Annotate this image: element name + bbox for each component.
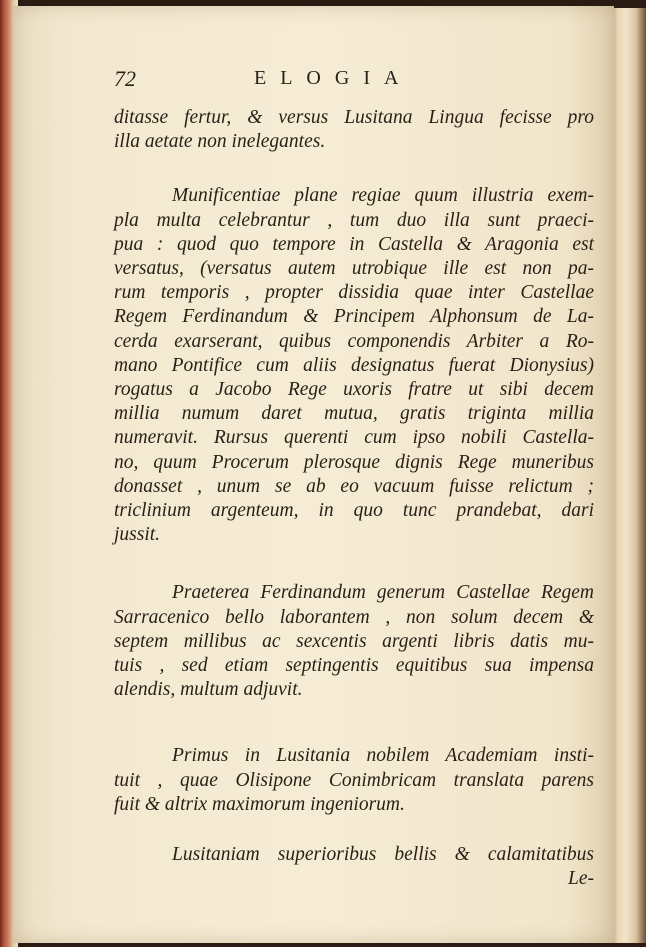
paragraph-2	[114, 184, 594, 547]
catchword: Le-	[568, 868, 594, 890]
text-line: cerda exarserant, quibus componendis Arbiter a Ro-	[114, 330, 594, 352]
text-line: rum temporis , propter dissidia quae inter Castellae	[114, 282, 594, 304]
text-line: versatus, (versatus autem utrobique ille est non pa-	[114, 258, 594, 280]
text-line: tuis , sed etiam septingentis equitibus sua impensa	[114, 655, 594, 677]
page-header	[114, 66, 534, 96]
text-line: illa aetate non inelegantes.	[114, 131, 326, 153]
paragraph-5	[114, 843, 594, 891]
text-line: donasset , unum se ab eo vacuum fuisse relictum ;	[114, 475, 594, 497]
paragraph-1	[114, 106, 594, 154]
text-line: triclinium argenteum, in quo tunc prandebat, dari	[114, 500, 594, 522]
text-line: septem millibus ac sexcentis argenti libris datis mu-	[114, 630, 594, 652]
text-line: rogatus a Jacobo Rege uxoris fratre ut sibi decem	[114, 379, 594, 401]
text-line: fuit & altrix maximorum ingeniorum.	[114, 793, 405, 815]
paragraph-3	[114, 581, 594, 702]
text-line: Munificentiae plane regiae quum illustria exem-	[172, 185, 594, 207]
book-page-stack-right	[612, 8, 646, 943]
text-line: alendis, multum adjuvit.	[114, 679, 303, 701]
text-line: Praeterea Ferdinandum generum Castellae Regem	[172, 582, 594, 604]
running-head: ELOGIA	[254, 67, 413, 89]
text-line: pla multa celebrantur , tum duo illa sunt praeci-	[114, 209, 594, 231]
text-line: Regem Ferdinandum & Principem Alphonsum de La-	[114, 306, 594, 328]
text-line: Primus in Lusitania nobilem Academiam insti-	[172, 745, 594, 767]
text-line: tuit , quae Olisipone Conimbricam translata parens	[114, 769, 594, 791]
text-line: jussit.	[114, 524, 161, 546]
text-line: millia numum daret mutua, gratis triginta millia	[114, 403, 594, 425]
text-line: Sarracenico bello laborantem , non solum decem &	[114, 606, 594, 628]
text-line: ditasse fertur, & versus Lusitana Lingua fecisse pro	[114, 107, 594, 128]
text-line: no, quum Procerum plerosque dignis Rege muneribus	[114, 451, 594, 473]
text-line: mano Pontifice cum aliis designatus fuerat Dionysius)	[114, 354, 594, 376]
body-text	[114, 106, 594, 891]
text-line: Lusitaniam superioribus bellis & calamitatibus	[172, 844, 594, 866]
paragraph-4	[114, 744, 594, 817]
book-page	[14, 6, 614, 943]
page-number: 72	[114, 66, 136, 91]
text-line: pua : quod quo tempore in Castella & Aragonia est	[114, 233, 594, 255]
text-line: numeravit. Rursus querenti cum ipso nobili Castella-	[114, 427, 594, 449]
